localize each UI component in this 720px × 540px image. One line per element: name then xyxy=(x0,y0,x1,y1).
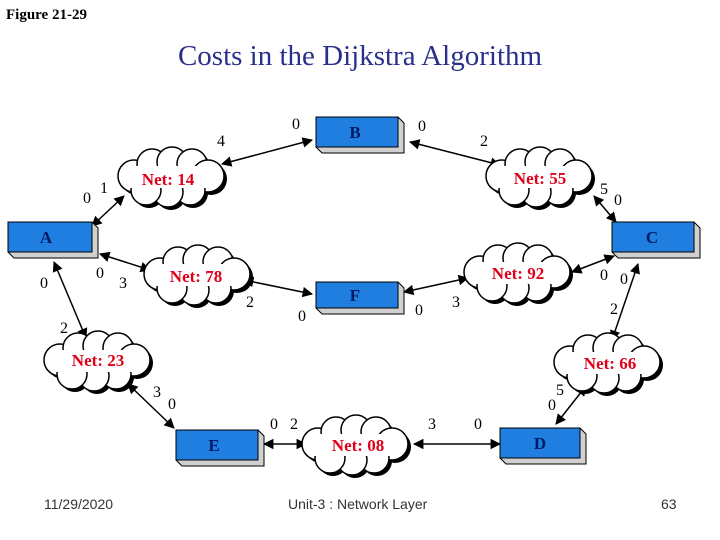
link-f-n78 xyxy=(244,280,312,294)
cost-label: 3 xyxy=(428,416,436,433)
net-23-label: Net: 23 xyxy=(71,351,125,370)
router-b-label: B xyxy=(349,123,361,142)
router-b xyxy=(316,117,404,153)
cost-label: 0 xyxy=(548,397,556,414)
page-number: 63 xyxy=(661,496,677,512)
net-92-label: Net: 92 xyxy=(491,264,545,283)
cost-label: 2 xyxy=(246,294,254,311)
router-a-label: A xyxy=(39,228,53,247)
cost-label: 4 xyxy=(217,133,225,150)
link-b-n14 xyxy=(222,140,312,164)
cost-label: 5 xyxy=(556,382,564,399)
router-d xyxy=(500,428,586,464)
net-08-label: Net: 08 xyxy=(331,436,385,455)
cost-label: 3 xyxy=(153,384,161,401)
cost-label: 0 xyxy=(40,275,48,292)
cost-label: 0 xyxy=(620,271,628,288)
router-e-label: E xyxy=(208,436,220,455)
router-f-label: F xyxy=(349,286,361,305)
cost-label: 0 xyxy=(418,118,426,135)
router-d-label: D xyxy=(533,434,547,453)
cost-label: 2 xyxy=(60,320,68,337)
cost-label: 3 xyxy=(452,294,460,311)
router-a xyxy=(8,222,98,258)
figure-label: Figure 21-29 xyxy=(6,7,87,23)
cost-label: 0 xyxy=(168,396,176,413)
cost-label: 0 xyxy=(270,416,278,433)
cost-label: 3 xyxy=(119,275,127,292)
cost-label: 0 xyxy=(298,308,306,325)
footer-title: Unit-3 : Network Layer xyxy=(288,496,428,512)
net-78-label: Net: 78 xyxy=(169,267,223,286)
cost-label: 5 xyxy=(600,181,608,198)
cost-label: 0 xyxy=(83,190,91,207)
net-cloud-23 xyxy=(44,331,153,394)
cost-label: 1 xyxy=(100,180,108,197)
net-66-label: Net: 66 xyxy=(583,354,637,373)
cost-label: 2 xyxy=(480,133,488,150)
cost-label: 0 xyxy=(474,416,482,433)
link-a-n23 xyxy=(54,262,86,338)
cost-label: 0 xyxy=(600,267,608,284)
net-cloud-14 xyxy=(118,147,227,210)
link-c-n55 xyxy=(594,196,616,222)
cost-label: 2 xyxy=(610,301,618,318)
router-c xyxy=(612,222,700,258)
slide-title: Costs in the Dijkstra Algorithm xyxy=(177,40,543,72)
net-cloud-08 xyxy=(302,415,411,478)
router-f xyxy=(316,282,404,314)
net-55-label: Net: 55 xyxy=(513,169,567,188)
cost-label: 0 xyxy=(292,116,300,133)
link-a-n78 xyxy=(100,254,150,270)
cost-label: 0 xyxy=(614,192,622,209)
footer-date: 11/29/2020 xyxy=(44,496,114,512)
router-e xyxy=(176,430,264,466)
net-cloud-92 xyxy=(464,243,573,306)
net-cloud-66 xyxy=(554,333,663,396)
net-cloud-78 xyxy=(144,245,253,308)
link-f-n92 xyxy=(404,278,468,292)
cost-label: 0 xyxy=(96,265,104,282)
net-14-label: Net: 14 xyxy=(141,170,195,189)
cost-label: 2 xyxy=(290,416,298,433)
cost-label: 0 xyxy=(415,302,423,319)
router-c-label: C xyxy=(645,228,659,247)
link-a-n14 xyxy=(92,196,124,226)
net-cloud-55 xyxy=(486,147,595,210)
